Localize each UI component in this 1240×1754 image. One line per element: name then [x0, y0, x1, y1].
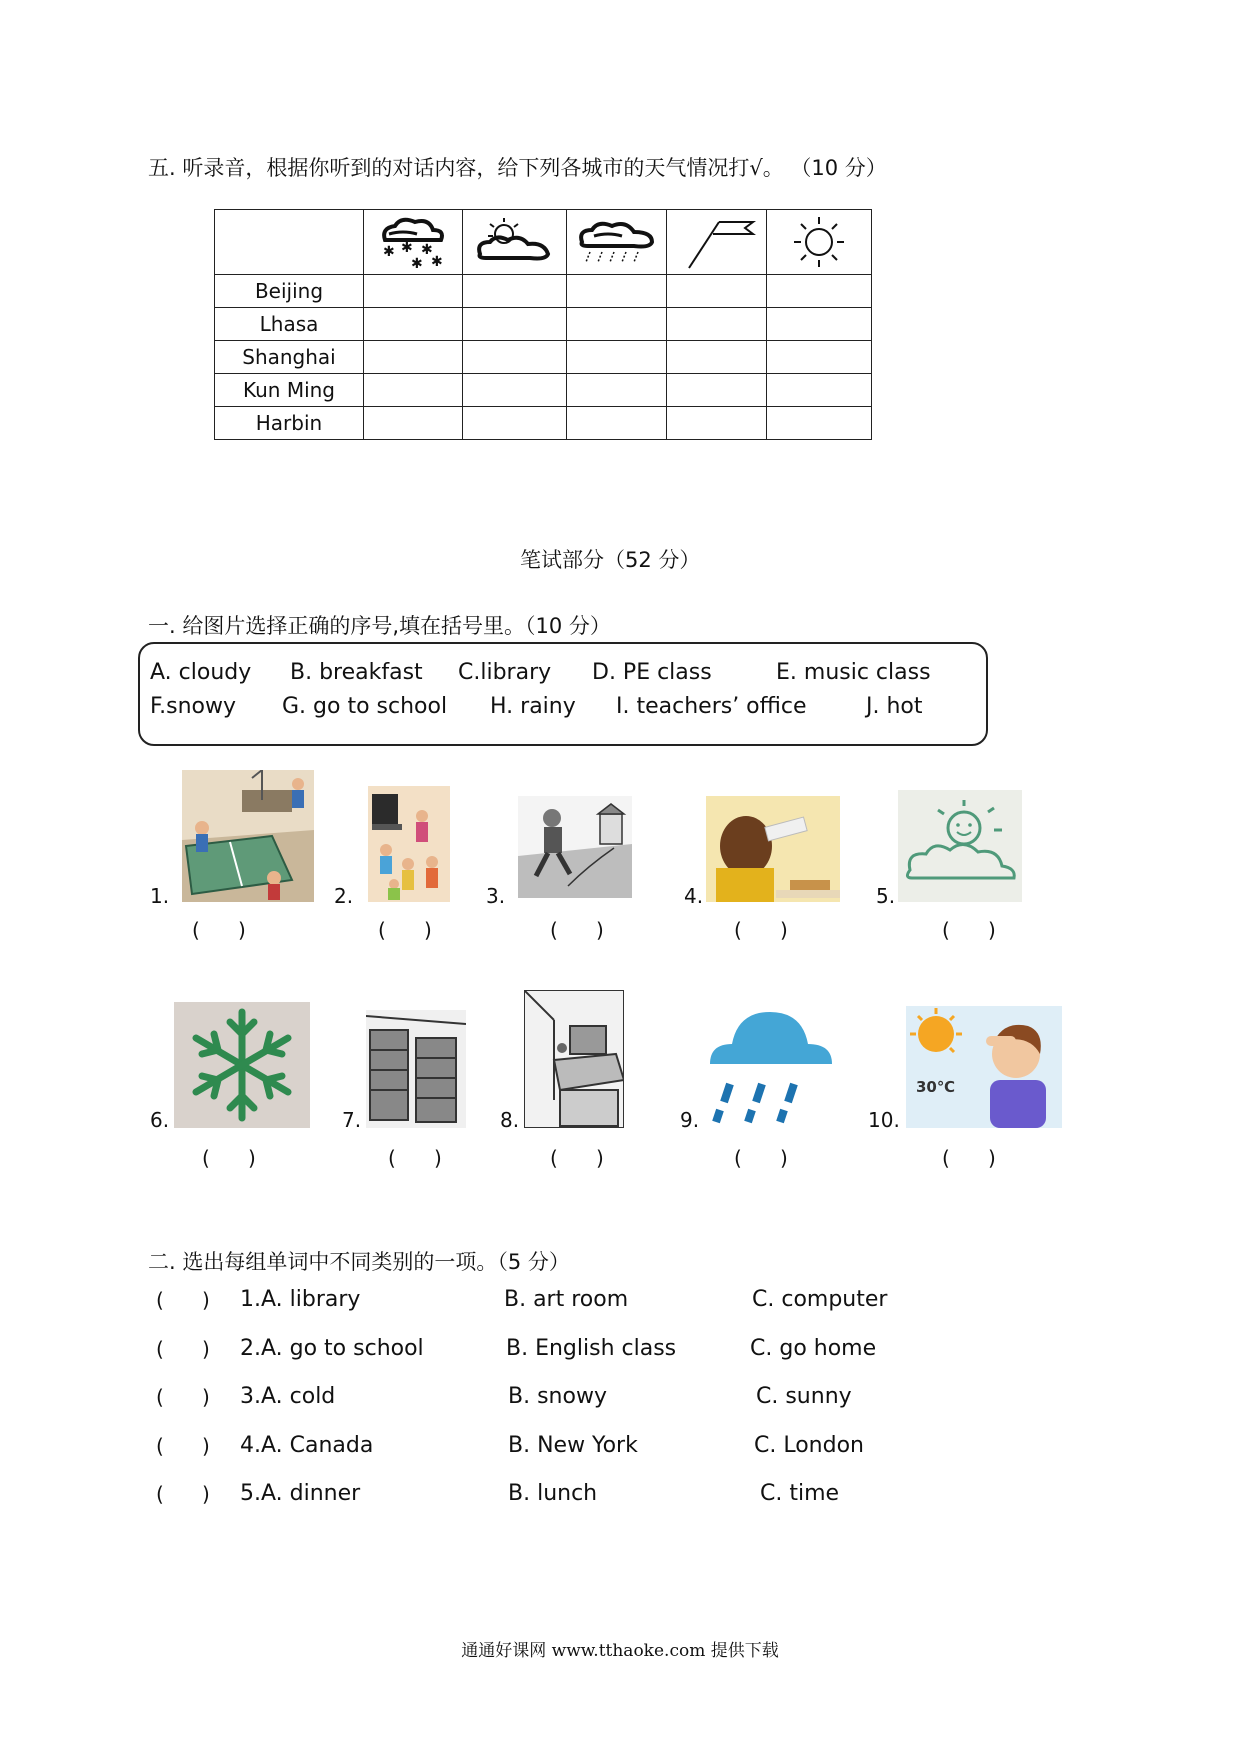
item-option-b: B. lunch: [508, 1481, 598, 1506]
item-option-a: 1.A. library: [240, 1287, 361, 1312]
answer-paren[interactable]: ( ): [156, 1434, 210, 1458]
answer-cell[interactable]: [567, 275, 667, 308]
picture-number: 3.: [486, 884, 506, 908]
svg-text:✱: ✱: [401, 240, 413, 256]
city-label: Lhasa: [215, 308, 364, 341]
page-footer: 通通好课网 www.tthaoke.com 提供下载: [461, 1641, 779, 1661]
teachers-office-picture: [524, 990, 624, 1128]
section1-heading: 一. 给图片选择正确的序号,填在括号里。（10 分）: [148, 614, 611, 638]
item-option-a: 2.A. go to school: [240, 1336, 424, 1361]
option-i: I. teachers’ office: [616, 694, 807, 719]
answer-cell[interactable]: [667, 341, 767, 374]
pe-class-picture: [182, 770, 314, 902]
answer-paren[interactable]: ( ): [156, 1288, 210, 1312]
rainy-picture: [704, 1002, 836, 1128]
hot-picture: [906, 1006, 1062, 1128]
temperature-label: 30℃: [916, 1078, 956, 1096]
answer-cell[interactable]: [364, 374, 463, 407]
header-cell-snow: [364, 210, 463, 275]
answer-cell[interactable]: [463, 374, 567, 407]
wind-flag-icon: [675, 214, 759, 270]
svg-text:✱: ✱: [411, 256, 423, 270]
answer-paren[interactable]: ( ): [550, 918, 604, 942]
city-label: Harbin: [215, 407, 364, 440]
answer-cell[interactable]: [767, 374, 872, 407]
weather-table: [214, 209, 872, 440]
city-label: Shanghai: [215, 341, 364, 374]
answer-cell[interactable]: [463, 341, 567, 374]
option-f: F.snowy: [150, 694, 236, 719]
svg-text:✱: ✱: [421, 242, 433, 258]
answer-paren[interactable]: ( ): [192, 918, 246, 942]
option-h: H. rainy: [490, 694, 576, 719]
header-cell-windy: [667, 210, 767, 275]
item-option-c: C. London: [754, 1433, 864, 1458]
answer-paren[interactable]: ( ): [202, 1146, 256, 1170]
go-to-school-picture: [518, 796, 632, 898]
header-cell-cloudy: [463, 210, 567, 275]
item-option-a: 3.A. cold: [240, 1384, 336, 1409]
answer-cell[interactable]: [767, 407, 872, 440]
svg-text:✱: ✱: [431, 254, 443, 270]
header-cell-sunny: [767, 210, 872, 275]
answer-paren[interactable]: ( ): [942, 918, 996, 942]
answer-cell[interactable]: [463, 308, 567, 341]
picture-number: 2.: [334, 884, 354, 908]
option-e: E. music class: [776, 660, 931, 685]
answer-cell[interactable]: [364, 407, 463, 440]
header-cell-rain: [567, 210, 667, 275]
sun-behind-cloud-icon: [470, 214, 560, 270]
item-option-a: 5.A. dinner: [240, 1481, 361, 1506]
option-j: J. hot: [866, 694, 923, 719]
answer-paren[interactable]: ( ): [378, 918, 432, 942]
snowy-picture: [174, 1002, 310, 1128]
answer-cell[interactable]: [767, 341, 872, 374]
picture-number: 10.: [868, 1108, 900, 1132]
option-a: A. cloudy: [150, 660, 252, 685]
table-corner-cell: [215, 210, 364, 275]
picture-number: 1.: [150, 884, 170, 908]
picture-number: 8.: [500, 1108, 520, 1132]
answer-cell[interactable]: [463, 275, 567, 308]
answer-cell[interactable]: [364, 275, 463, 308]
music-class-picture: [368, 786, 450, 902]
sun-icon: [779, 214, 859, 270]
answer-paren[interactable]: ( ): [156, 1337, 210, 1361]
answer-cell[interactable]: [567, 341, 667, 374]
option-b: B. breakfast: [290, 660, 423, 685]
answer-paren[interactable]: ( ): [156, 1482, 210, 1506]
answer-cell[interactable]: [667, 407, 767, 440]
rain-cloud-icon: [572, 214, 662, 270]
answer-cell[interactable]: [667, 374, 767, 407]
city-label: Kun Ming: [215, 374, 364, 407]
answer-cell[interactable]: [567, 374, 667, 407]
answer-paren[interactable]: ( ): [734, 918, 788, 942]
answer-paren[interactable]: ( ): [156, 1385, 210, 1409]
answer-cell[interactable]: [567, 308, 667, 341]
answer-cell[interactable]: [463, 407, 567, 440]
cloudy-picture: [898, 790, 1022, 902]
picture-number: 6.: [150, 1108, 170, 1132]
item-option-c: C. sunny: [756, 1384, 852, 1409]
listening-heading: 五. 听录音，根据你听到的对话内容，给下列各城市的天气情况打√。 （10 分）: [148, 156, 887, 180]
answer-paren[interactable]: ( ): [942, 1146, 996, 1170]
answer-cell[interactable]: [667, 275, 767, 308]
breakfast-picture: [706, 796, 840, 902]
answer-cell[interactable]: [364, 308, 463, 341]
picture-number: 5.: [876, 884, 896, 908]
answer-cell[interactable]: [667, 308, 767, 341]
option-d: D. PE class: [592, 660, 712, 685]
picture-number: 4.: [684, 884, 704, 908]
item-option-c: C. computer: [752, 1287, 888, 1312]
answer-paren[interactable]: ( ): [550, 1146, 604, 1170]
svg-text:✱: ✱: [383, 244, 395, 260]
option-c: C.library: [458, 660, 552, 685]
item-option-c: C. time: [760, 1481, 840, 1506]
item-option-b: B. New York: [508, 1433, 638, 1458]
item-option-b: B. art room: [504, 1287, 629, 1312]
item-option-b: B. English class: [506, 1336, 677, 1361]
answer-cell[interactable]: [364, 341, 463, 374]
library-picture: [366, 1010, 466, 1128]
answer-paren[interactable]: ( ): [734, 1146, 788, 1170]
section2-heading: 二. 选出每组单词中不同类别的一项。（5 分）: [148, 1250, 570, 1274]
city-label: Beijing: [215, 275, 364, 308]
picture-number: 9.: [680, 1108, 700, 1132]
item-option-b: B. snowy: [508, 1384, 607, 1409]
answer-cell[interactable]: [767, 275, 872, 308]
answer-paren[interactable]: ( ): [388, 1146, 442, 1170]
item-option-a: 4.A. Canada: [240, 1433, 374, 1458]
picture-number: 7.: [342, 1108, 362, 1132]
answer-cell[interactable]: [767, 308, 872, 341]
snow-cloud-icon: [373, 214, 453, 270]
answer-cell[interactable]: [567, 407, 667, 440]
option-g: G. go to school: [282, 694, 448, 719]
written-part-title: 笔试部分（52 分）: [520, 548, 701, 572]
item-option-c: C. go home: [750, 1336, 877, 1361]
